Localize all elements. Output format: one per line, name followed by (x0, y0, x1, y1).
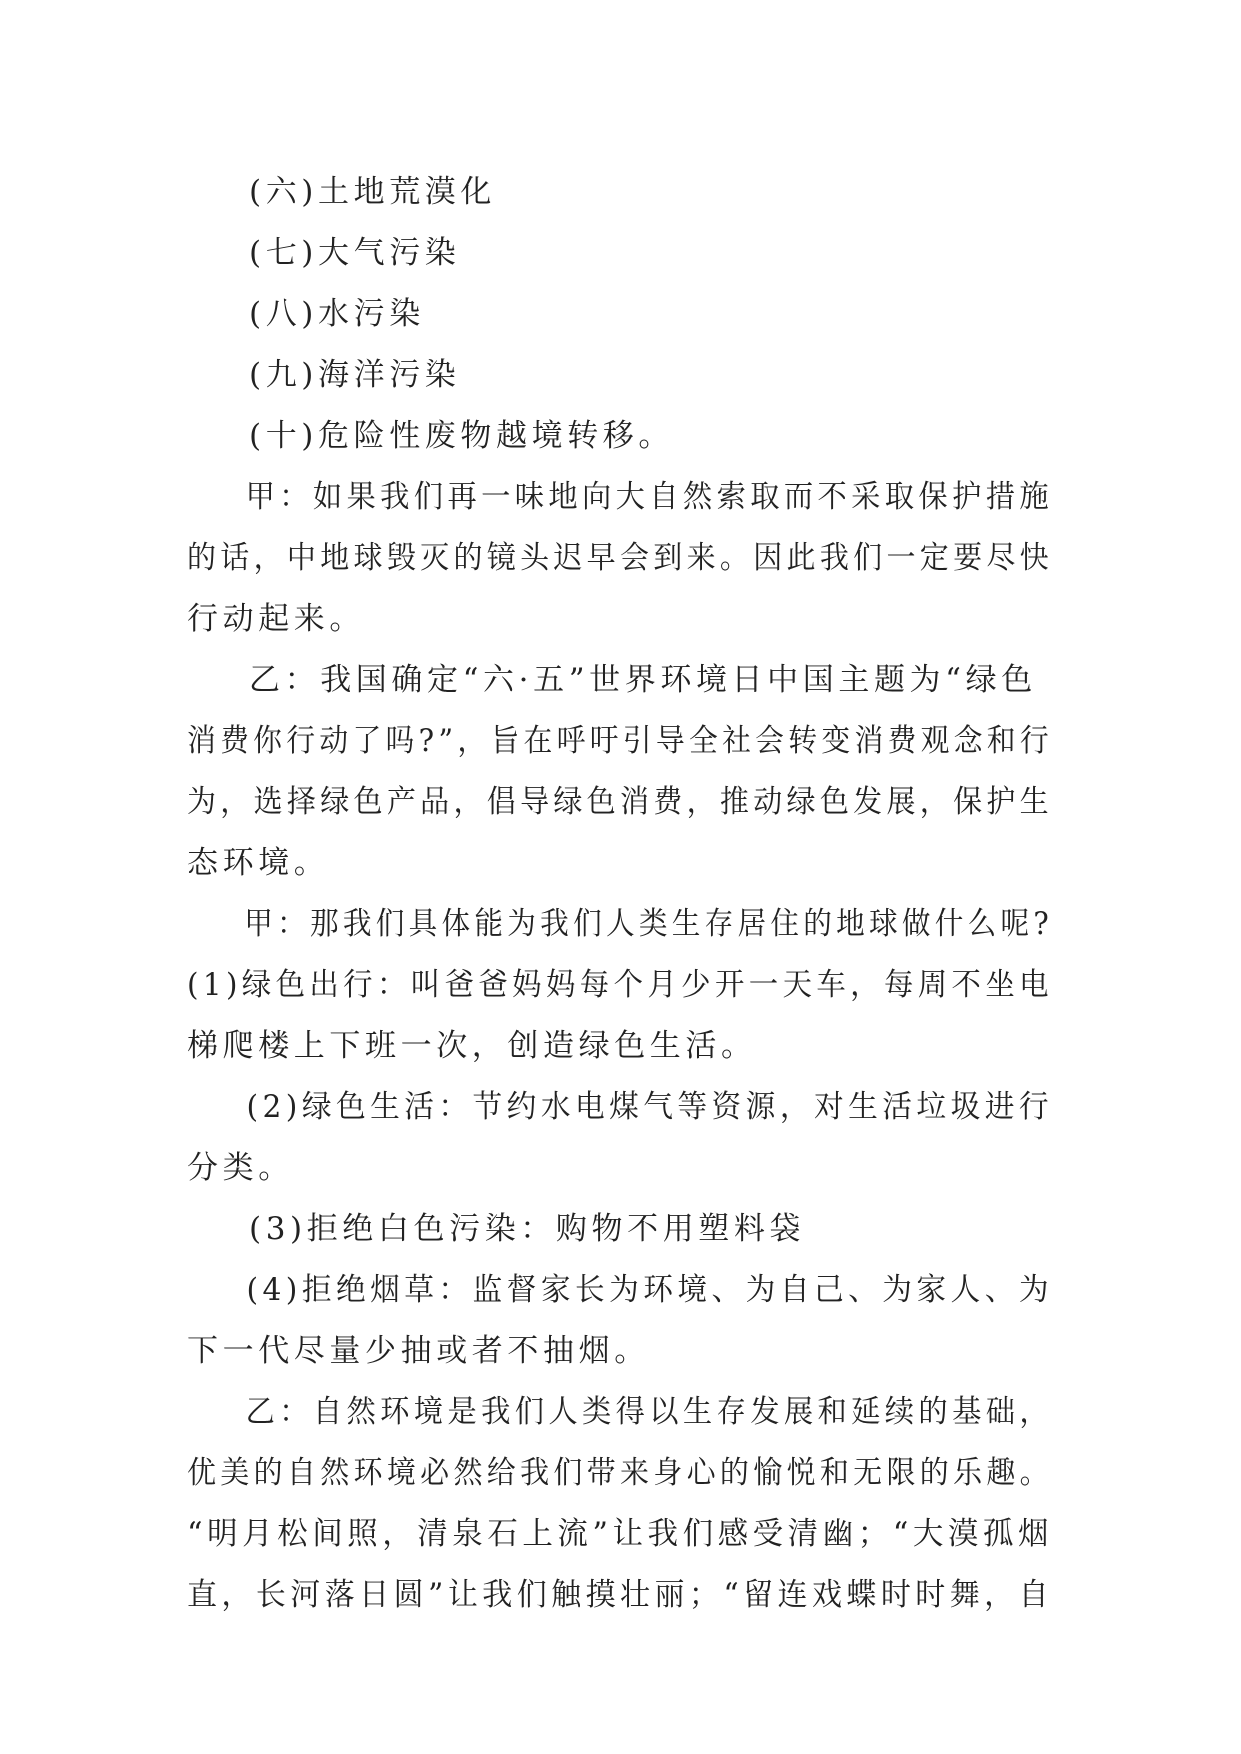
text-line: 的话，中地球毁灭的镜头迟早会到来。因此我们一定要尽快 (187, 540, 1054, 576)
text-line: 甲：如果我们再一味地向大自然索取而不采取保护措施 (245, 479, 1054, 515)
text-line: 行动起来。 (187, 601, 365, 637)
text-line: (九)海洋污染 (249, 357, 461, 393)
text-line: (八)水污染 (249, 296, 425, 332)
text-line: (3)拒绝白色污染：购物不用塑料袋 (249, 1211, 806, 1247)
text-line: 乙：我国确定“六·五”世界环境日中国主题为“绿色 (249, 662, 1037, 698)
text-line: 乙：自然环境是我们人类得以生存发展和延续的基础， (245, 1394, 1054, 1430)
document-body (187, 162, 1053, 1626)
text-line: (4)拒绝烟草：监督家长为环境、为自己、为家人、为 (246, 1272, 1053, 1308)
text-line: (六)土地荒漠化 (249, 174, 496, 210)
text-line: (七)大气污染 (249, 235, 461, 271)
text-line: 甲：那我们具体能为我们人类生存居住的地球做什么呢? (244, 906, 1053, 942)
text-line: 分类。 (187, 1150, 294, 1186)
text-line: 消费你行动了吗?”，旨在呼吁引导全社会转变消费观念和行 (187, 723, 1053, 759)
text-line: (2)绿色生活：节约水电煤气等资源，对生活垃圾进行 (246, 1089, 1053, 1125)
text-line: 优美的自然环境必然给我们带来身心的愉悦和无限的乐趣。 (187, 1455, 1054, 1491)
text-line: 为，选择绿色产品，倡导绿色消费，推动绿色发展，保护生 (187, 784, 1054, 820)
text-line: 下一代尽量少抽或者不抽烟。 (187, 1333, 650, 1369)
text-line: “明月松间照，清泉石上流”让我们感受清幽；“大漠孤烟 (187, 1516, 1053, 1552)
text-line: (十)危险性废物越境转移。 (249, 418, 674, 454)
text-line: 态环境。 (187, 845, 330, 881)
text-line: (1)绿色出行：叫爸爸妈妈每个月少开一天车，每周不坐电 (187, 967, 1053, 1003)
text-line: 梯爬楼上下班一次，创造绿色生活。 (187, 1028, 757, 1064)
text-line: 直，长河落日圆”让我们触摸壮丽；“留连戏蝶时时舞，自 (187, 1577, 1054, 1613)
